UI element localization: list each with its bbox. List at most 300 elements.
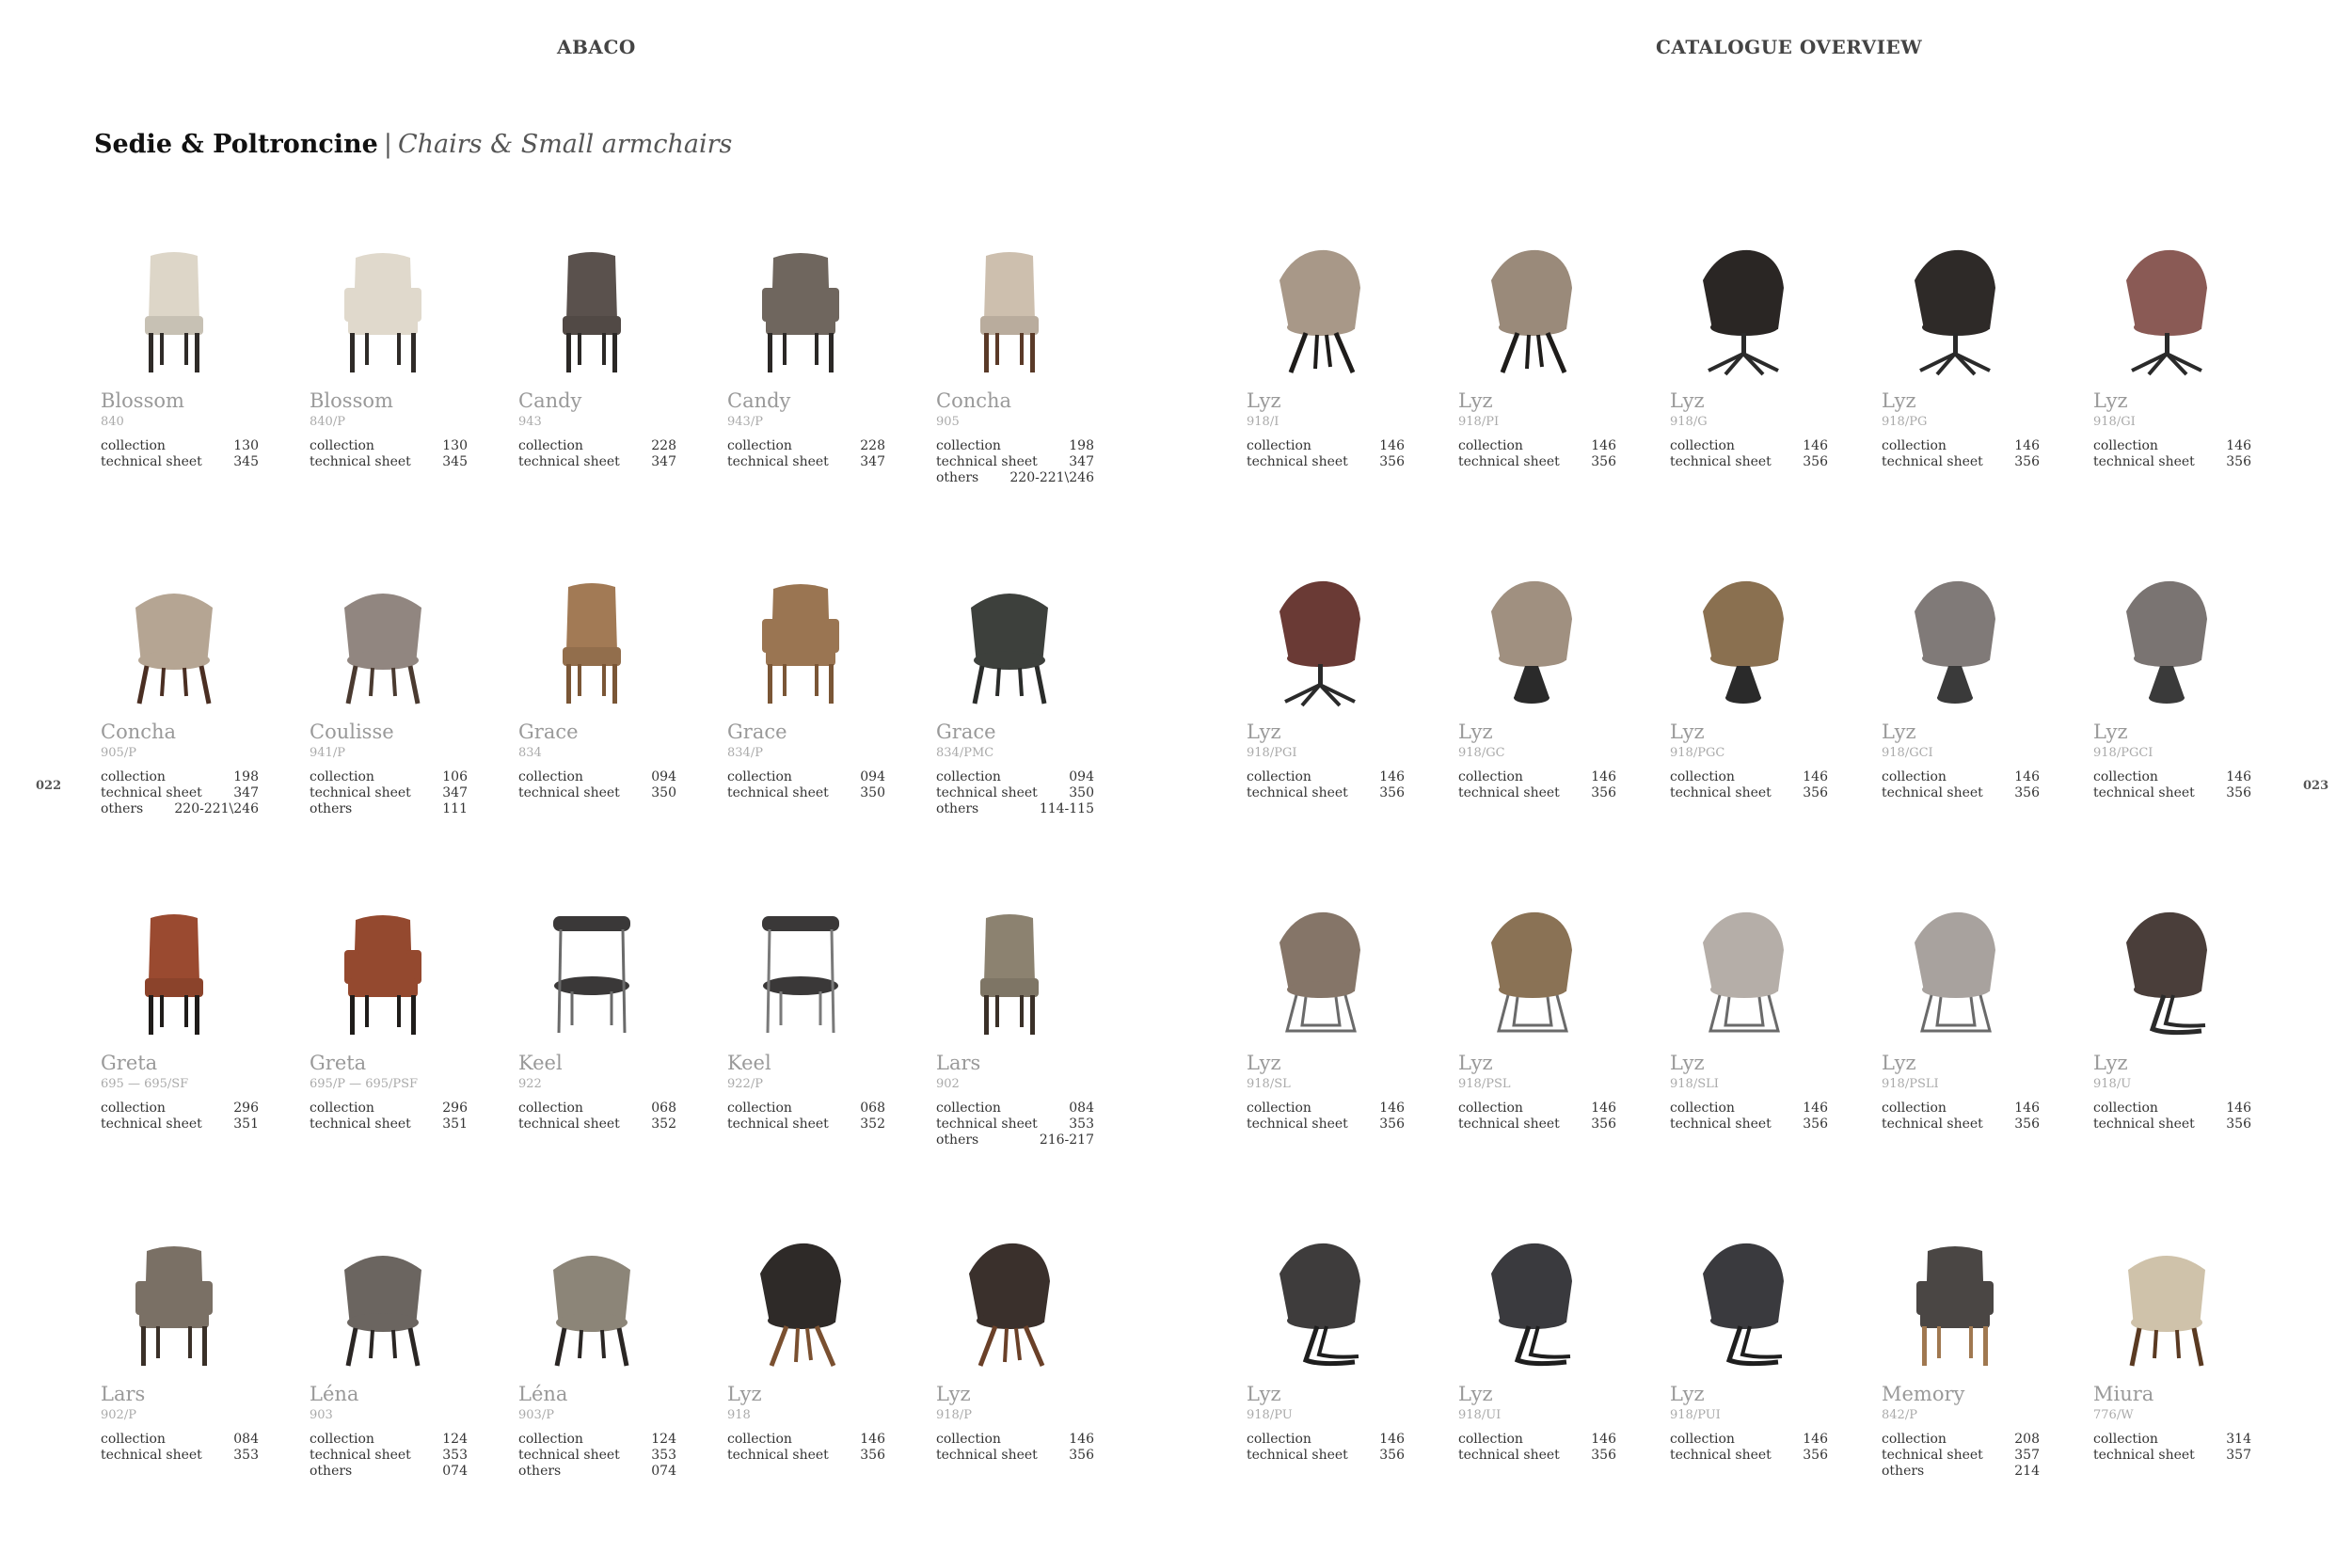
- product-card[interactable]: [512, 1227, 709, 1558]
- reference-page: 356: [1591, 1448, 1616, 1463]
- reference-row: [101, 1448, 259, 1464]
- reference-label: technical sheet: [101, 1448, 202, 1463]
- product-card[interactable]: [930, 895, 1127, 1227]
- page-references: [518, 1101, 676, 1132]
- product-name: Lyz: [2093, 721, 2128, 743]
- product-card[interactable]: [303, 564, 501, 895]
- chair-image: [1903, 574, 2007, 707]
- product-card[interactable]: [1875, 1227, 2073, 1558]
- product-card[interactable]: [721, 564, 918, 895]
- product-image: [1903, 1236, 2007, 1370]
- reference-row: [1247, 769, 1405, 785]
- reference-row: [1670, 438, 1828, 454]
- reference-label: technical sheet: [1882, 1117, 1983, 1132]
- reference-label: collection: [310, 1101, 374, 1116]
- product-name: Lyz: [1458, 389, 1493, 412]
- chair-image: [958, 243, 1061, 376]
- reference-page: 146: [1379, 1101, 1405, 1116]
- reference-page: 356: [1803, 454, 1828, 469]
- chair-image: [1903, 243, 2007, 376]
- page-references: [1882, 769, 2040, 801]
- reference-row: [518, 1448, 676, 1464]
- reference-label: others: [310, 1464, 353, 1479]
- product-card[interactable]: [94, 564, 292, 895]
- product-image: [1268, 243, 1372, 376]
- page-references: [101, 1101, 259, 1132]
- chair-image: [2115, 574, 2218, 707]
- reference-label: collection: [936, 769, 1001, 784]
- page-references: [1670, 1432, 1828, 1464]
- reference-page: 068: [860, 1101, 885, 1116]
- product-name: Lars: [936, 1052, 981, 1074]
- product-name: Lyz: [1882, 389, 1916, 412]
- reference-row: [101, 785, 259, 801]
- reference-row: [310, 454, 468, 470]
- reference-label: others: [101, 801, 144, 816]
- product-image: [1480, 905, 1583, 1038]
- reference-label: collection: [101, 1432, 166, 1447]
- reference-label: technical sheet: [1670, 785, 1772, 800]
- product-card[interactable]: [2087, 564, 2284, 895]
- reference-row: [1670, 1117, 1828, 1132]
- product-name: Keel: [727, 1052, 771, 1074]
- product-name: Lyz: [1247, 721, 1281, 743]
- product-image: [331, 574, 435, 707]
- reference-row: [101, 1432, 259, 1448]
- product-code: 918/PGCI: [2093, 746, 2153, 760]
- product-card[interactable]: [1663, 1227, 1861, 1558]
- reference-label: technical sheet: [1247, 1117, 1348, 1132]
- product-card[interactable]: [1240, 1227, 1438, 1558]
- reference-page: 350: [651, 785, 676, 800]
- chair-image: [331, 243, 435, 376]
- product-code: 922/P: [727, 1077, 763, 1091]
- product-name: Concha: [101, 721, 177, 743]
- reference-page: 146: [1591, 1101, 1616, 1116]
- product-name: Lyz: [1247, 389, 1281, 412]
- page-references: [1247, 1432, 1405, 1464]
- reference-page: 146: [1591, 769, 1616, 784]
- reference-row: [2093, 1117, 2251, 1132]
- chair-image: [1692, 574, 1795, 707]
- chair-image: [2115, 905, 2218, 1038]
- product-image: [958, 1236, 1061, 1370]
- reference-label: technical sheet: [310, 785, 411, 800]
- page-references: [727, 769, 885, 801]
- reference-row: [1882, 1464, 2040, 1480]
- reference-row: [310, 785, 468, 801]
- reference-page: 356: [860, 1448, 885, 1463]
- product-name: Greta: [310, 1052, 367, 1074]
- page-references: [310, 769, 468, 817]
- reference-row: [727, 438, 885, 454]
- reference-page: 124: [651, 1432, 676, 1447]
- product-card[interactable]: [303, 1227, 501, 1558]
- reference-row: [936, 470, 1094, 486]
- product-image: [122, 574, 226, 707]
- product-code: 918/PI: [1458, 415, 1500, 429]
- reference-row: [936, 454, 1094, 470]
- reference-label: technical sheet: [1882, 454, 1983, 469]
- reference-label: technical sheet: [1458, 454, 1560, 469]
- chair-image: [1692, 1236, 1795, 1370]
- reference-row: [936, 1448, 1094, 1464]
- product-image: [540, 574, 644, 707]
- reference-label: collection: [1247, 769, 1311, 784]
- product-card[interactable]: [1452, 233, 1649, 564]
- product-code: 902: [936, 1077, 960, 1091]
- page-references: [1247, 1101, 1405, 1132]
- reference-row: [1882, 785, 2040, 801]
- product-code: 918: [727, 1408, 751, 1422]
- reference-row: [1458, 1117, 1616, 1132]
- reference-page: 356: [1379, 454, 1405, 469]
- reference-row: [101, 1101, 259, 1117]
- product-card[interactable]: [930, 564, 1127, 895]
- product-image: [1480, 1236, 1583, 1370]
- reference-label: technical sheet: [1458, 785, 1560, 800]
- product-card[interactable]: [303, 233, 501, 564]
- reference-label: technical sheet: [1247, 1448, 1348, 1463]
- page-references: [310, 1432, 468, 1480]
- page-references: [1458, 438, 1616, 470]
- product-code: 834/PMC: [936, 746, 994, 760]
- page-references: [2093, 1101, 2251, 1132]
- reference-page: 356: [1591, 454, 1616, 469]
- reference-row: [727, 1448, 885, 1464]
- reference-page: 356: [2014, 785, 2040, 800]
- product-card[interactable]: [1240, 233, 1438, 564]
- reference-page: 220-221\246: [1009, 470, 1094, 485]
- reference-label: others: [310, 801, 353, 816]
- reference-page: 094: [1069, 769, 1094, 784]
- reference-label: technical sheet: [2093, 1117, 2195, 1132]
- product-card[interactable]: [94, 233, 292, 564]
- product-card[interactable]: [2087, 233, 2284, 564]
- reference-page: 068: [651, 1101, 676, 1116]
- reference-row: [518, 454, 676, 470]
- product-code: 905/P: [101, 746, 136, 760]
- product-card[interactable]: [1240, 895, 1438, 1227]
- reference-label: others: [1882, 1464, 1925, 1479]
- reference-label: others: [936, 801, 979, 816]
- product-card[interactable]: [1875, 564, 2073, 895]
- reference-label: technical sheet: [310, 454, 411, 469]
- reference-row: [1670, 1101, 1828, 1117]
- reference-page: 351: [442, 1117, 468, 1132]
- reference-label: collection: [1670, 1101, 1735, 1116]
- reference-row: [1247, 1448, 1405, 1464]
- reference-label: technical sheet: [518, 1448, 620, 1463]
- product-image: [1692, 905, 1795, 1038]
- product-name: Candy: [518, 389, 582, 412]
- reference-page: 146: [2014, 769, 2040, 784]
- product-card[interactable]: [1452, 895, 1649, 1227]
- reference-row: [310, 769, 468, 785]
- product-card[interactable]: [1663, 895, 1861, 1227]
- reference-row: [2093, 1448, 2251, 1464]
- reference-row: [727, 454, 885, 470]
- reference-row: [101, 454, 259, 470]
- reference-page: 084: [1069, 1101, 1094, 1116]
- reference-page: 353: [233, 1448, 259, 1463]
- product-card[interactable]: [930, 233, 1127, 564]
- chair-image: [958, 905, 1061, 1038]
- chair-image: [749, 905, 852, 1038]
- reference-row: [310, 1448, 468, 1464]
- reference-label: collection: [2093, 769, 2158, 784]
- chair-image: [331, 574, 435, 707]
- reference-row: [518, 438, 676, 454]
- reference-label: technical sheet: [310, 1117, 411, 1132]
- reference-label: collection: [1458, 769, 1523, 784]
- reference-label: collection: [1247, 438, 1311, 453]
- product-name: Lyz: [1458, 1383, 1493, 1405]
- reference-page: 146: [1069, 1432, 1094, 1447]
- reference-label: collection: [1247, 1432, 1311, 1447]
- title-separator: |: [383, 130, 392, 159]
- product-code: 918/PU: [1247, 1408, 1293, 1422]
- chair-image: [958, 1236, 1061, 1370]
- product-image: [122, 905, 226, 1038]
- product-image: [1480, 574, 1583, 707]
- product-name: Coulisse: [310, 721, 394, 743]
- product-image: [1903, 905, 2007, 1038]
- reference-page: 228: [860, 438, 885, 453]
- reference-label: technical sheet: [1247, 454, 1348, 469]
- product-code: 918/PG: [1882, 415, 1928, 429]
- reference-label: technical sheet: [518, 1117, 620, 1132]
- reference-label: collection: [1458, 1101, 1523, 1116]
- reference-page: 296: [233, 1101, 259, 1116]
- chair-image: [1903, 905, 2007, 1038]
- reference-page: 146: [1379, 769, 1405, 784]
- reference-page: 345: [233, 454, 259, 469]
- product-card[interactable]: [1875, 233, 2073, 564]
- reference-label: technical sheet: [936, 454, 1038, 469]
- product-card[interactable]: [303, 895, 501, 1227]
- product-name: Grace: [518, 721, 579, 743]
- product-image: [958, 243, 1061, 376]
- reference-row: [2093, 769, 2251, 785]
- reference-label: collection: [727, 1432, 792, 1447]
- reference-row: [1247, 438, 1405, 454]
- reference-page: 353: [1069, 1117, 1094, 1132]
- chair-image: [331, 1236, 435, 1370]
- product-name: Lyz: [1670, 1383, 1705, 1405]
- product-name: Lyz: [2093, 1052, 2128, 1074]
- product-code: 918/PUI: [1670, 1408, 1721, 1422]
- product-card[interactable]: [512, 895, 709, 1227]
- page-references: [310, 438, 468, 470]
- reference-row: [1670, 1448, 1828, 1464]
- product-name: Keel: [518, 1052, 563, 1074]
- product-code: 918/PGI: [1247, 746, 1297, 760]
- reference-page: 146: [860, 1432, 885, 1447]
- product-card[interactable]: [1875, 895, 2073, 1227]
- chair-image: [1268, 1236, 1372, 1370]
- product-code: 943/P: [727, 415, 763, 429]
- reference-page: 347: [1069, 454, 1094, 469]
- product-name: Blossom: [101, 389, 184, 412]
- product-card[interactable]: [930, 1227, 1127, 1558]
- reference-label: collection: [1670, 1432, 1735, 1447]
- product-code: 918/P: [936, 1408, 972, 1422]
- reference-row: [1458, 785, 1616, 801]
- product-card[interactable]: [1240, 564, 1438, 895]
- reference-row: [727, 769, 885, 785]
- product-image: [2115, 243, 2218, 376]
- product-image: [540, 1236, 644, 1370]
- chair-image: [540, 1236, 644, 1370]
- reference-page: 146: [2226, 1101, 2251, 1116]
- reference-row: [936, 769, 1094, 785]
- reference-label: collection: [518, 1101, 583, 1116]
- reference-row: [518, 1101, 676, 1117]
- reference-page: 350: [1069, 785, 1094, 800]
- reference-row: [1882, 769, 2040, 785]
- reference-page: 114-115: [1039, 801, 1094, 816]
- reference-page: 356: [1803, 1117, 1828, 1132]
- product-card[interactable]: [512, 233, 709, 564]
- chair-image: [2115, 1236, 2218, 1370]
- reference-row: [936, 801, 1094, 817]
- product-name: Lyz: [1670, 721, 1705, 743]
- chair-image: [1268, 905, 1372, 1038]
- product-card[interactable]: [721, 895, 918, 1227]
- reference-page: 094: [860, 769, 885, 784]
- reference-row: [310, 438, 468, 454]
- chair-image: [1480, 905, 1583, 1038]
- chair-image: [1480, 1236, 1583, 1370]
- product-code: 840: [101, 415, 124, 429]
- reference-label: others: [936, 470, 979, 485]
- page-references: [936, 1101, 1094, 1148]
- reference-page: 220-221\246: [174, 801, 259, 816]
- page-references: [101, 769, 259, 817]
- product-name: Lyz: [1882, 721, 1916, 743]
- reference-label: collection: [101, 1101, 166, 1116]
- reference-page: 106: [442, 769, 468, 784]
- reference-row: [310, 1464, 468, 1480]
- reference-row: [727, 785, 885, 801]
- reference-row: [1670, 1432, 1828, 1448]
- chair-image: [1903, 1236, 2007, 1370]
- reference-label: collection: [1882, 1432, 1947, 1447]
- product-name: Grace: [727, 721, 787, 743]
- product-image: [749, 1236, 852, 1370]
- reference-label: others: [936, 1132, 979, 1148]
- product-card[interactable]: [1663, 233, 1861, 564]
- product-card[interactable]: [94, 1227, 292, 1558]
- product-code: 918/SLI: [1670, 1077, 1719, 1091]
- product-card[interactable]: [2087, 1227, 2284, 1558]
- chair-image: [749, 243, 852, 376]
- product-name: Lyz: [1247, 1383, 1281, 1405]
- reference-label: collection: [936, 1101, 1001, 1116]
- reference-label: technical sheet: [936, 785, 1038, 800]
- page-references: [1458, 1101, 1616, 1132]
- product-name: Lars: [101, 1383, 146, 1405]
- reference-page: 146: [1591, 438, 1616, 453]
- reference-label: collection: [1247, 1101, 1311, 1116]
- reference-label: collection: [727, 438, 792, 453]
- reference-page: 146: [2226, 438, 2251, 453]
- product-card[interactable]: [94, 895, 292, 1227]
- reference-label: collection: [2093, 1101, 2158, 1116]
- reference-page: 357: [2226, 1448, 2251, 1463]
- page-number-left: 022: [36, 779, 62, 793]
- reference-label: collection: [310, 769, 374, 784]
- page-references: [936, 438, 1094, 486]
- product-code: 905: [936, 415, 960, 429]
- reference-page: 352: [651, 1117, 676, 1132]
- reference-row: [1882, 454, 2040, 470]
- reference-row: [310, 1432, 468, 1448]
- title-italian: Sedie & Poltroncine: [94, 130, 378, 159]
- product-image: [540, 905, 644, 1038]
- reference-label: technical sheet: [1458, 1117, 1560, 1132]
- product-name: Lyz: [1458, 1052, 1493, 1074]
- reference-row: [936, 438, 1094, 454]
- product-name: Lyz: [936, 1383, 971, 1405]
- product-card[interactable]: [1663, 564, 1861, 895]
- reference-page: 111: [442, 801, 468, 816]
- reference-label: technical sheet: [101, 785, 202, 800]
- reference-page: 350: [860, 785, 885, 800]
- product-image: [1268, 1236, 1372, 1370]
- chair-image: [2115, 243, 2218, 376]
- product-card[interactable]: [512, 564, 709, 895]
- reference-label: technical sheet: [727, 1117, 829, 1132]
- reference-page: 353: [442, 1448, 468, 1463]
- reference-page: 074: [442, 1464, 468, 1479]
- reference-page: 356: [2226, 454, 2251, 469]
- product-image: [540, 243, 644, 376]
- product-card[interactable]: [721, 1227, 918, 1558]
- reference-page: 314: [2226, 1432, 2251, 1447]
- reference-label: collection: [936, 1432, 1001, 1447]
- reference-row: [1458, 1101, 1616, 1117]
- reference-label: collection: [1882, 438, 1947, 453]
- title-english: Chairs & Small armchairs: [397, 130, 733, 159]
- reference-page: 208: [2014, 1432, 2040, 1447]
- reference-row: [1247, 1432, 1405, 1448]
- reference-label: collection: [1670, 438, 1735, 453]
- product-name: Lyz: [2093, 389, 2128, 412]
- page-references: [936, 769, 1094, 817]
- reference-row: [1458, 454, 1616, 470]
- product-card[interactable]: [1452, 1227, 1649, 1558]
- reference-row: [1458, 769, 1616, 785]
- product-image: [1268, 905, 1372, 1038]
- product-card[interactable]: [2087, 895, 2284, 1227]
- reference-page: 356: [1069, 1448, 1094, 1463]
- page-references: [1670, 769, 1828, 801]
- reference-row: [936, 1117, 1094, 1132]
- product-name: Miura: [2093, 1383, 2154, 1405]
- product-card[interactable]: [721, 233, 918, 564]
- product-image: [1903, 243, 2007, 376]
- product-name: Memory: [1882, 1383, 1965, 1405]
- reference-page: 356: [1379, 1117, 1405, 1132]
- product-name: Lyz: [1670, 1052, 1705, 1074]
- product-card[interactable]: [1452, 564, 1649, 895]
- chair-image: [749, 1236, 852, 1370]
- page-references: [1882, 438, 2040, 470]
- reference-page: 146: [1591, 1432, 1616, 1447]
- page-references: [1458, 769, 1616, 801]
